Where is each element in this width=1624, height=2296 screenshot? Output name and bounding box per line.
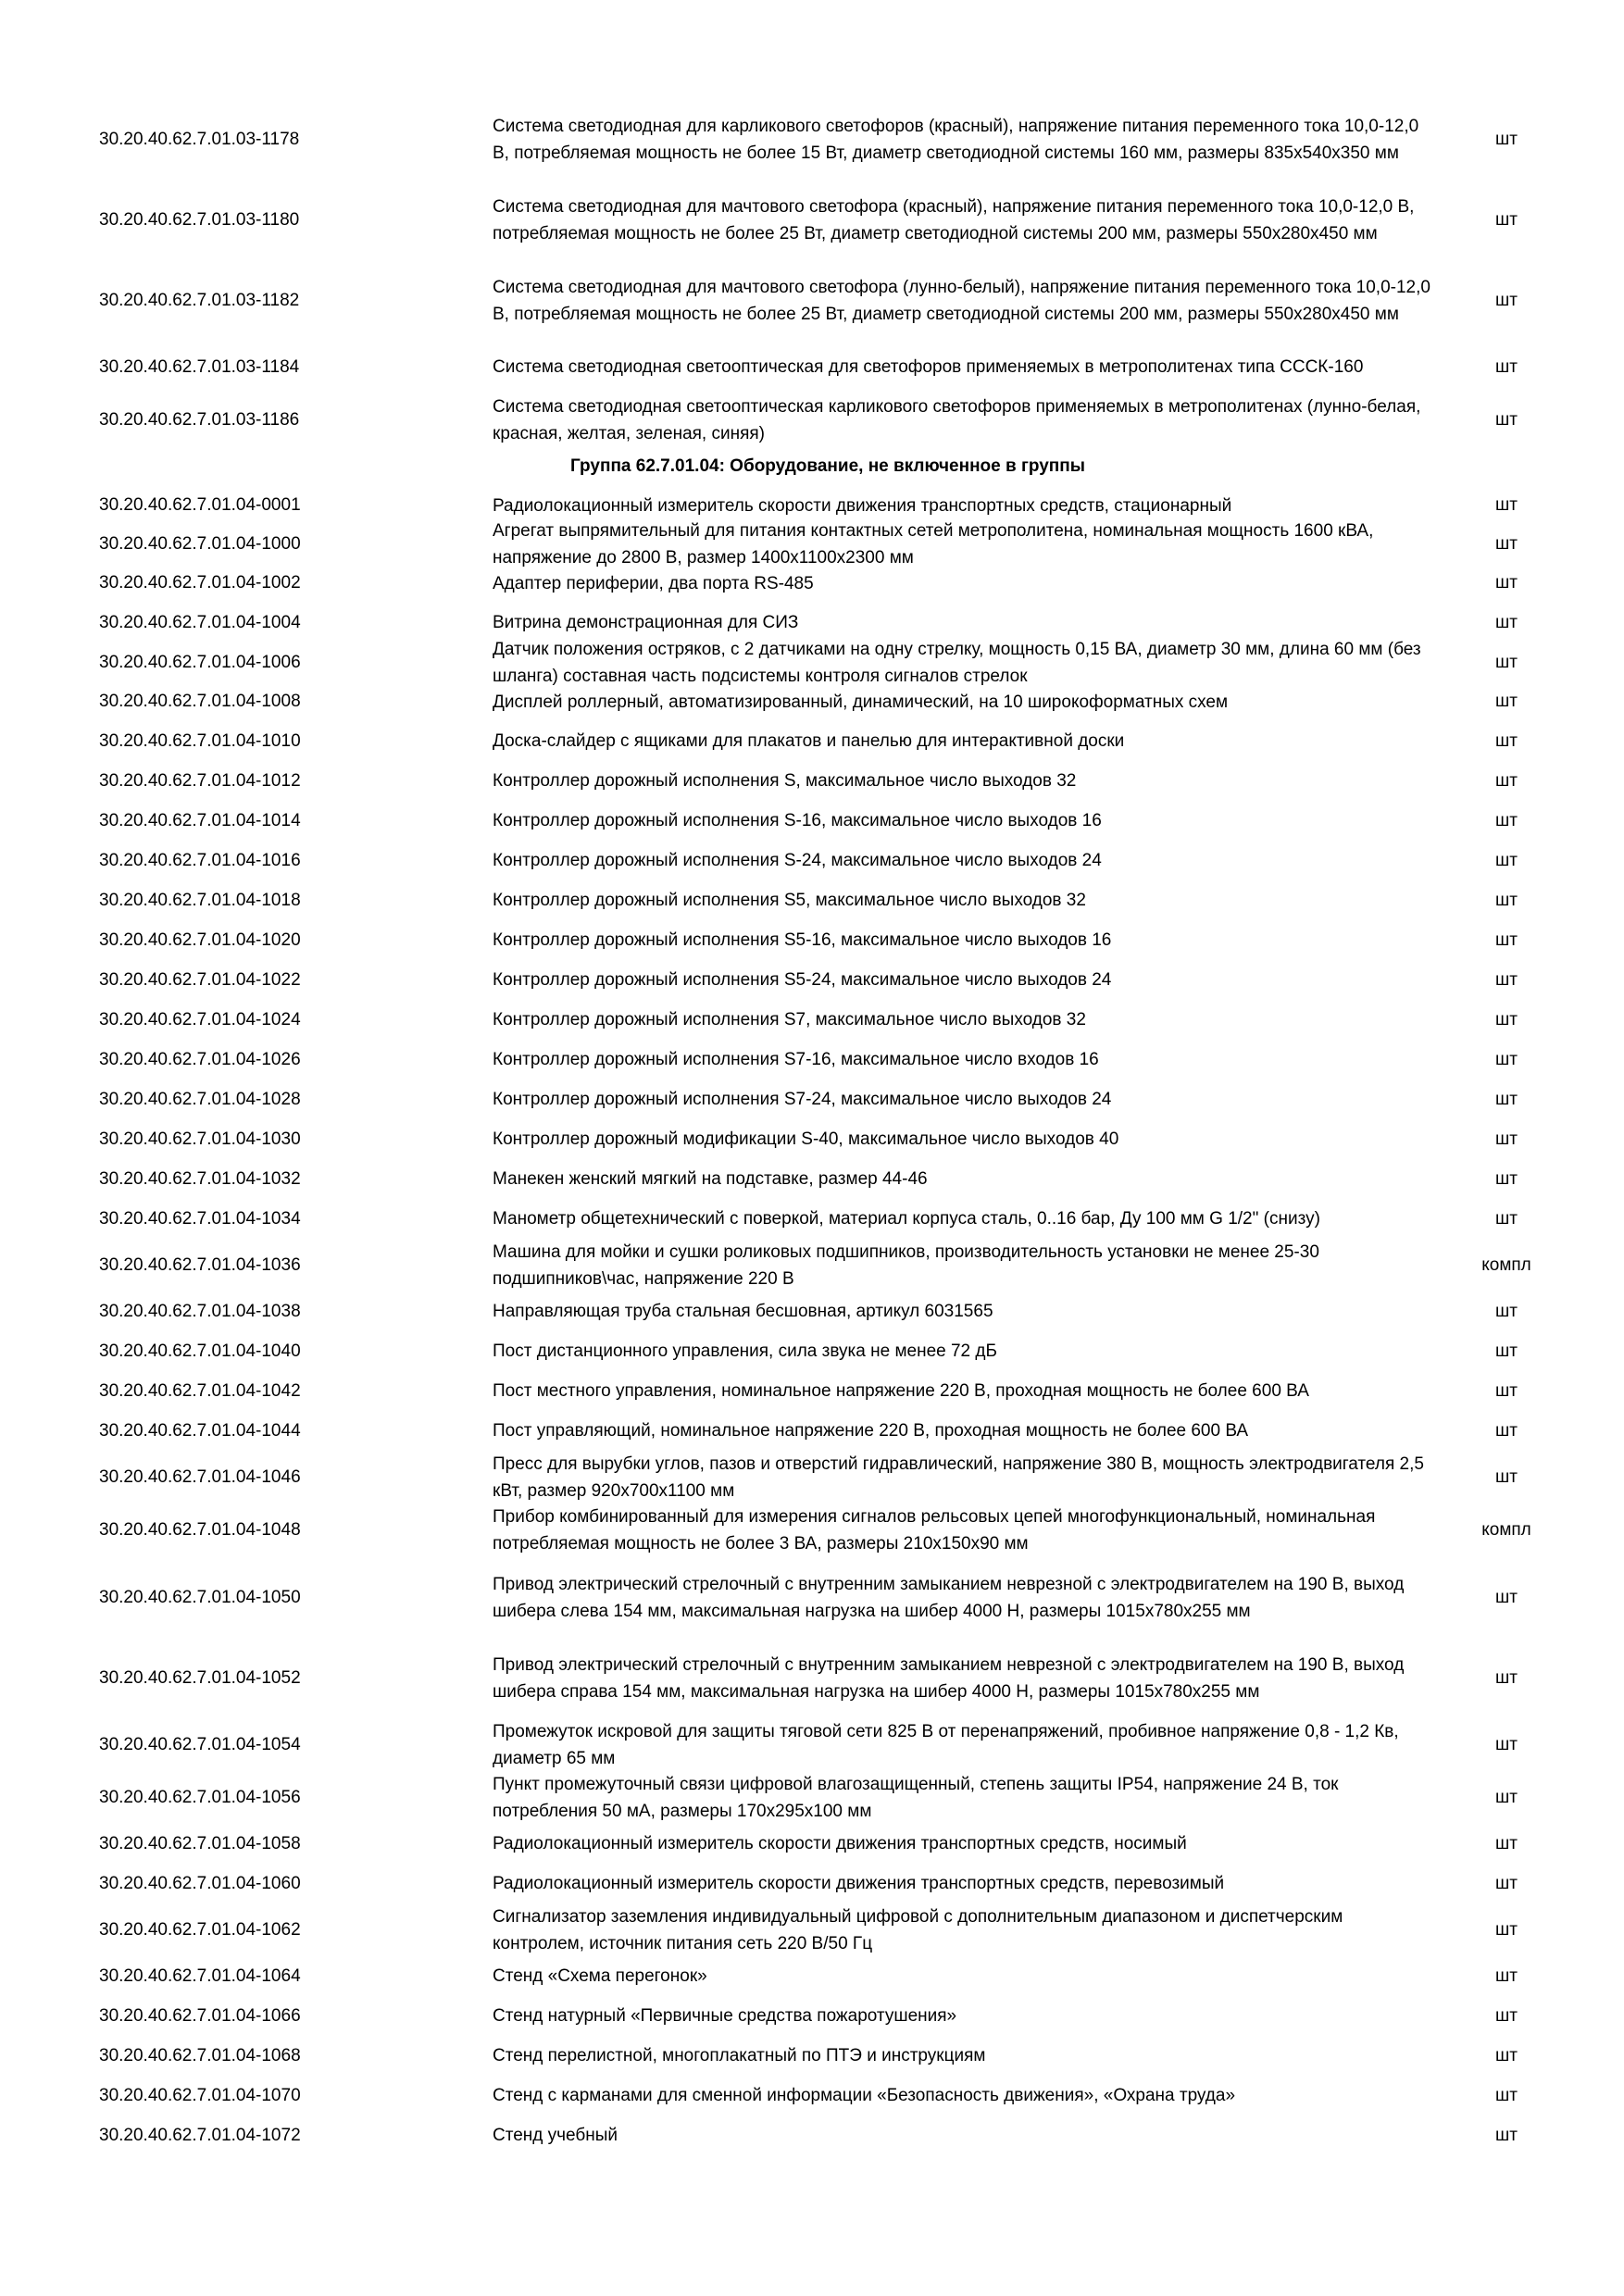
- item-unit: шт: [1495, 612, 1518, 632]
- item-code: 30.20.40.62.7.01.04-1012: [99, 770, 301, 791]
- item-unit: шт: [1495, 2045, 1518, 2065]
- item-description: Радиолокационный измеритель скорости движения транспортных средств, носимый: [493, 1834, 1187, 1853]
- item-description: Контроллер дорожный исполнения S-16, максимальное число выходов 16: [493, 811, 1102, 830]
- table-row: [0, 721, 1624, 761]
- item-unit: шт: [1495, 1873, 1518, 1893]
- item-unit: шт: [1495, 2005, 1518, 2026]
- table-row: [0, 2076, 1624, 2115]
- item-unit: шт: [1495, 129, 1518, 149]
- item-description: Контроллер дорожный исполнения S-24, максимальное число выходов 24: [493, 851, 1102, 870]
- item-code: 30.20.40.62.7.01.04-1066: [99, 2005, 301, 2026]
- table-row: [0, 521, 1624, 568]
- group-title: Группа 62.7.01.04: Оборудование, не включенное в группы: [570, 455, 1085, 476]
- item-unit: шт: [1495, 2125, 1518, 2145]
- table-row: [0, 920, 1624, 960]
- item-code: 30.20.40.62.7.01.04-1030: [99, 1129, 301, 1149]
- item-code: 30.20.40.62.7.01.03-1184: [99, 356, 300, 377]
- table-row: [0, 341, 1624, 393]
- item-unit: шт: [1495, 1787, 1518, 1807]
- item-unit: шт: [1495, 1919, 1518, 1940]
- table-row: [0, 564, 1624, 603]
- item-description: Привод электрический стрелочный с внутренним замыканием неврезной с электродвигателем на 190 В, выход шибера слева 154 мм, максимальная нагрузка на шибер 4000 Н, размеры 1015х780х255 мм: [493, 1574, 1405, 1621]
- item-unit: шт: [1495, 409, 1518, 430]
- item-code: 30.20.40.62.7.01.04-1026: [99, 1049, 301, 1069]
- item-code: 30.20.40.62.7.01.04-1052: [99, 1667, 301, 1688]
- table-row: [0, 99, 1624, 180]
- item-code: 30.20.40.62.7.01.04-1058: [99, 1833, 301, 1853]
- table-row: [0, 2115, 1624, 2155]
- item-description: Манометр общетехнический с поверкой, материал корпуса сталь, 0..16 бар, Ду 100 мм G 1/2" (снизу): [493, 1209, 1320, 1229]
- table-row: [0, 1371, 1624, 1411]
- item-unit: шт: [1495, 730, 1518, 751]
- table-row: [0, 1771, 1624, 1824]
- table-row: [0, 2036, 1624, 2076]
- item-code: 30.20.40.62.7.01.04-1010: [99, 730, 301, 751]
- table-row: [0, 801, 1624, 841]
- item-unit: компл: [1481, 1254, 1531, 1275]
- item-unit: шт: [1495, 1089, 1518, 1109]
- table-row: [0, 1199, 1624, 1239]
- item-description: Доска-слайдер с ящиками для плакатов и панелью для интерактивной доски: [493, 731, 1125, 751]
- item-unit: шт: [1495, 810, 1518, 830]
- item-description: Радиолокационный измеритель скорости движения транспортных средств, перевозимый: [493, 1874, 1225, 1893]
- item-code: 30.20.40.62.7.01.04-1056: [99, 1787, 301, 1807]
- item-description: Сигнализатор заземления индивидуальный цифровой с дополнительным диапазоном и диспетчерским контролем, источник питания сеть 220 В/50 Гц: [493, 1906, 1343, 1953]
- table-row: [0, 880, 1624, 920]
- item-description: Система светодиодная светооптическая карликового светофоров применяемых в метрополитенах (лунно-белая, красная, желтая, зеленая, синяя): [493, 396, 1421, 443]
- item-unit: шт: [1495, 1168, 1518, 1189]
- item-description: Стенд с карманами для сменной информации «Безопасность движения», «Охрана труда»: [493, 2086, 1236, 2105]
- item-code: 30.20.40.62.7.01.04-1046: [99, 1466, 301, 1487]
- group-heading: [0, 446, 1624, 486]
- table-row: [0, 1079, 1624, 1119]
- item-description: Пост местного управления, номинальное напряжение 220 В, проходная мощность не более 600 ВА: [493, 1381, 1309, 1401]
- item-unit: шт: [1495, 534, 1518, 554]
- table-row: [0, 1864, 1624, 1903]
- item-unit: шт: [1495, 890, 1518, 910]
- item-description: Контроллер дорожный исполнения S5-16, максимальное число выходов 16: [493, 930, 1112, 950]
- item-code: 30.20.40.62.7.01.04-1070: [99, 2085, 301, 2105]
- item-description: Машина для мойки и сушки роликовых подшипников, производительность установки не менее 25-30 подшипников\час, напряжение 220 В: [493, 1242, 1319, 1289]
- table-row: [0, 260, 1624, 341]
- item-code: 30.20.40.62.7.01.03-1186: [99, 409, 300, 430]
- item-code: 30.20.40.62.7.01.04-1016: [99, 850, 301, 870]
- item-code: 30.20.40.62.7.01.04-1032: [99, 1168, 301, 1189]
- item-code: 30.20.40.62.7.01.04-1006: [99, 652, 301, 672]
- item-code: 30.20.40.62.7.01.04-1000: [99, 534, 301, 554]
- item-description: Контроллер дорожный исполнения S5-24, максимальное число выходов 24: [493, 970, 1112, 990]
- item-unit: шт: [1495, 495, 1518, 515]
- item-description: Контроллер дорожный модификации S-40, максимальное число выходов 40: [493, 1129, 1119, 1149]
- item-unit: шт: [1495, 692, 1518, 711]
- item-unit: шт: [1495, 1833, 1518, 1853]
- table-row: [0, 1159, 1624, 1199]
- table-row: [0, 761, 1624, 801]
- item-code: 30.20.40.62.7.01.04-1054: [99, 1734, 301, 1754]
- item-description: Стенд натурный «Первичные средства пожаротушения»: [493, 2006, 957, 2026]
- item-unit: шт: [1495, 573, 1518, 593]
- item-unit: шт: [1495, 1667, 1518, 1688]
- item-code: 30.20.40.62.7.01.04-1024: [99, 1009, 301, 1029]
- item-code: 30.20.40.62.7.01.04-1022: [99, 969, 301, 990]
- table-row: [0, 841, 1624, 880]
- item-code: 30.20.40.62.7.01.04-1068: [99, 2045, 301, 2065]
- item-code: 30.20.40.62.7.01.04-1028: [99, 1089, 301, 1109]
- item-description: Датчик положения остряков, с 2 датчиками на одну стрелку, мощность 0,15 ВА, диаметр 30 мм, длина 60 мм (без шланга) составная часть подсистемы контроля сигналов стрелок: [493, 639, 1421, 686]
- item-unit: шт: [1495, 2085, 1518, 2105]
- item-code: 30.20.40.62.7.01.04-1034: [99, 1208, 301, 1229]
- item-description: Пост дистанционного управления, сила звука не менее 72 дБ: [493, 1341, 997, 1361]
- table-row: [0, 1638, 1624, 1718]
- item-unit: шт: [1495, 1466, 1518, 1487]
- item-description: Витрина демонстрационная для СИЗ: [493, 613, 799, 632]
- item-description: Контроллер дорожный исполнения S7-24, максимальное число выходов 24: [493, 1090, 1112, 1109]
- item-description: Агрегат выпрямительный для питания контактных сетей метрополитена, номинальная мощность 1600 кВА, напряжение до 2800 В, размер 1400х1100х2300 мм: [493, 521, 1374, 568]
- table-row: [0, 1996, 1624, 2036]
- item-unit: шт: [1495, 1734, 1518, 1754]
- table-row: [0, 639, 1624, 686]
- table-row: [0, 1411, 1624, 1451]
- item-code: 30.20.40.62.7.01.04-1036: [99, 1254, 301, 1275]
- item-description: Промежуток искровой для защиты тяговой сети 825 В от перенапряжений, пробивное напряжение 0,8 - 1,2 Кв, диаметр 65 мм: [493, 1721, 1399, 1768]
- item-description: Манекен женский мягкий на подставке, размер 44-46: [493, 1169, 928, 1189]
- item-code: 30.20.40.62.7.01.04-1048: [99, 1520, 301, 1540]
- item-unit: шт: [1495, 209, 1518, 230]
- table-row: [0, 1119, 1624, 1159]
- item-code: 30.20.40.62.7.01.04-1050: [99, 1587, 301, 1607]
- table-row: [0, 960, 1624, 1000]
- item-description: Стенд перелистной, многоплакатный по ПТЭ и инструкциям: [493, 2046, 986, 2065]
- item-code: 30.20.40.62.7.01.04-1044: [99, 1420, 301, 1441]
- item-code: 30.20.40.62.7.01.04-1060: [99, 1873, 301, 1893]
- item-description: Привод электрический стрелочный с внутренним замыканием неврезной с электродвигателем на 190 В, выход шибера справа 154 мм, максимальная нагрузка на шибер 4000 Н, размеры 1015х780х255 мм: [493, 1654, 1405, 1702]
- item-description: Контроллер дорожный исполнения S5, максимальное число выходов 32: [493, 891, 1086, 910]
- table-row: [0, 1903, 1624, 1956]
- item-description: Радиолокационный измеритель скорости движения транспортных средств, стационарный: [493, 495, 1232, 516]
- item-code: 30.20.40.62.7.01.04-1042: [99, 1380, 301, 1401]
- item-unit: шт: [1495, 1341, 1518, 1361]
- item-unit: шт: [1495, 1380, 1518, 1401]
- item-code: 30.20.40.62.7.01.04-1040: [99, 1341, 301, 1361]
- item-unit: шт: [1495, 770, 1518, 791]
- item-unit: шт: [1495, 1009, 1518, 1029]
- item-description: Система светодиодная для карликового светофоров (красный), напряжение питания переменного тока 10,0-12,0 В, потребляемая мощность не более 15 Вт, диаметр светодиодной системы 160 мм, размеры 835х540х350 мм: [493, 116, 1419, 163]
- item-description: Система светодиодная для мачтового светофора (лунно-белый), напряжение питания переменного тока 10,0-12,0 В, потребляемая мощность не более 25 Вт, диаметр светодиодной системы 200 мм, размеры 550х280х450 мм: [493, 277, 1430, 324]
- item-unit: шт: [1495, 1301, 1518, 1321]
- table-row: [0, 1292, 1624, 1331]
- item-unit: шт: [1495, 1965, 1518, 1986]
- item-unit: шт: [1495, 850, 1518, 870]
- item-unit: шт: [1495, 969, 1518, 990]
- item-description: Контроллер дорожный исполнения S, максимальное число выходов 32: [493, 771, 1077, 791]
- table-row: [0, 1331, 1624, 1371]
- item-code: 30.20.40.62.7.01.04-1020: [99, 930, 301, 950]
- table-row: [0, 682, 1624, 721]
- item-code: 30.20.40.62.7.01.03-1182: [99, 290, 300, 310]
- item-unit: шт: [1495, 1420, 1518, 1441]
- item-code: 30.20.40.62.7.01.03-1180: [99, 209, 300, 230]
- item-description: Контроллер дорожный исполнения S7, максимальное число выходов 32: [493, 1010, 1086, 1029]
- table-row: [0, 393, 1624, 446]
- table-row: [0, 1504, 1624, 1557]
- item-code: 30.20.40.62.7.01.04-0001: [99, 495, 301, 515]
- item-description: Пункт промежуточный связи цифровой влагозащищенный, степень защиты IP54, напряжение 24 В, ток потребления 50 мА, размеры 170х295х100 мм: [493, 1774, 1339, 1821]
- item-description: Прибор комбинированный для измерения сигналов рельсовых цепей многофункциональный, номинальная потребляемая мощность не более 3 ВА, размеры 210х150х90 мм: [493, 1507, 1376, 1554]
- item-description: Пресс для вырубки углов, пазов и отверстий гидравлический, напряжение 380 В, мощность электродвигателя 2,5 кВт, размер 920х700х1100 мм: [493, 1454, 1424, 1501]
- item-description: Пост управляющий, номинальное напряжение 220 В, проходная мощность не более 600 ВА: [493, 1421, 1249, 1441]
- item-code: 30.20.40.62.7.01.04-1002: [99, 573, 301, 593]
- item-code: 30.20.40.62.7.01.04-1014: [99, 810, 301, 830]
- item-description: Стенд учебный: [493, 2126, 618, 2145]
- table-row: [0, 1451, 1624, 1504]
- item-description: Адаптер периферии, два порта RS-485: [493, 573, 814, 593]
- item-code: 30.20.40.62.7.01.03-1178: [99, 129, 300, 149]
- table-row: [0, 1040, 1624, 1079]
- table-row: [0, 1557, 1624, 1638]
- item-description: Стенд «Схема перегонок»: [493, 1966, 707, 1986]
- item-unit: шт: [1495, 1587, 1518, 1607]
- table-row: [0, 180, 1624, 260]
- item-unit: шт: [1495, 1129, 1518, 1149]
- item-description: Дисплей роллерный, автоматизированный, динамический, на 10 широкоформатных схем: [493, 692, 1229, 712]
- item-description: Система светодиодная светооптическая для светофоров применяемых в метрополитенах типа СССК-160: [493, 357, 1364, 377]
- item-code: 30.20.40.62.7.01.04-1072: [99, 2125, 301, 2145]
- rows-before-group: [0, 99, 1624, 446]
- item-unit: шт: [1495, 1208, 1518, 1229]
- table-row: [0, 1239, 1624, 1292]
- item-code: 30.20.40.62.7.01.04-1004: [99, 612, 301, 632]
- item-description: Направляющая труба стальная бесшовная, артикул 6031565: [493, 1302, 993, 1321]
- item-unit: компл: [1481, 1520, 1531, 1540]
- table-row: [0, 1000, 1624, 1040]
- item-unit: шт: [1495, 1049, 1518, 1069]
- item-code: 30.20.40.62.7.01.04-1038: [99, 1301, 301, 1321]
- item-code: 30.20.40.62.7.01.04-1008: [99, 692, 301, 711]
- item-unit: шт: [1495, 652, 1518, 672]
- rows-after-group: [0, 486, 1624, 2155]
- item-unit: шт: [1495, 290, 1518, 310]
- item-unit: шт: [1495, 356, 1518, 377]
- item-description: Контроллер дорожный исполнения S7-16, максимальное число входов 16: [493, 1050, 1099, 1069]
- table-row: [0, 1956, 1624, 1996]
- item-code: 30.20.40.62.7.01.04-1062: [99, 1919, 301, 1940]
- table-row: [0, 1824, 1624, 1864]
- item-description: Система светодиодная для мачтового светофора (красный), напряжение питания переменного тока 10,0-12,0 В, потребляемая мощность не более 25 Вт, диаметр светодиодной системы 200 мм, размеры 550х280х450 мм: [493, 196, 1415, 243]
- price-list-table: [0, 99, 1624, 2155]
- item-code: 30.20.40.62.7.01.04-1064: [99, 1965, 301, 1986]
- table-row: [0, 1718, 1624, 1771]
- item-unit: шт: [1495, 930, 1518, 950]
- item-code: 30.20.40.62.7.01.04-1018: [99, 890, 301, 910]
